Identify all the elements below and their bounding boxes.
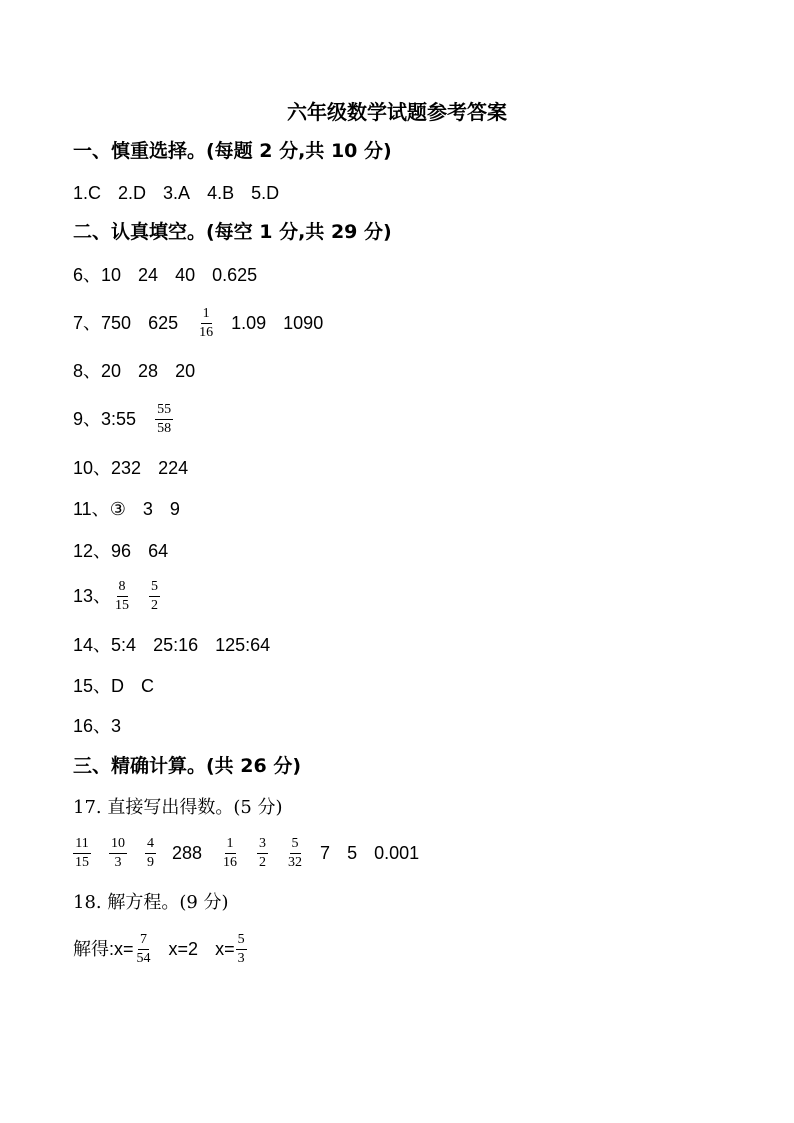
q12-answer: 64 xyxy=(148,541,169,561)
answer-1: 1.C xyxy=(73,183,102,203)
q7-answer: 750 xyxy=(101,313,132,333)
q17-answer: 5 xyxy=(347,843,358,863)
q15-answer: D xyxy=(111,676,125,696)
q17-fraction xyxy=(109,836,127,871)
denominator: 16 xyxy=(223,854,238,870)
q11-answer: 3 xyxy=(142,499,153,519)
answer-4: 4.B xyxy=(207,183,235,203)
denominator: 3 xyxy=(114,854,122,870)
q14-answer: 125:64 xyxy=(215,635,271,655)
q7-answer: 1.09 xyxy=(231,313,267,333)
numerator: 4 xyxy=(145,836,156,854)
q9-ratio: 3:55 xyxy=(101,409,137,429)
denominator: 9 xyxy=(147,854,154,870)
q18-solution-1 xyxy=(135,932,153,967)
q9-fraction xyxy=(155,402,173,437)
question-16-label: 16、 xyxy=(73,716,112,736)
question-11-label: 11、 xyxy=(73,499,110,519)
section-1-answers xyxy=(73,181,296,205)
question-12-label: 12、 xyxy=(73,541,112,561)
answer-2: 2.D xyxy=(118,183,147,203)
denominator: 54 xyxy=(136,950,151,966)
denominator: 2 xyxy=(151,597,159,613)
q17-fraction xyxy=(221,836,239,871)
denominator: 2 xyxy=(259,854,267,870)
question-12 xyxy=(73,539,185,563)
q6-answer: 0.625 xyxy=(212,265,258,285)
question-18-heading: 18. 解方程。(9 分) xyxy=(73,892,229,913)
q8-answer: 28 xyxy=(138,361,159,381)
question-6 xyxy=(73,263,274,287)
q17-fraction xyxy=(286,836,304,871)
q18-solution-2: x=2 xyxy=(168,939,199,959)
q11-answer: 9 xyxy=(169,499,180,519)
answer-5: 5.D xyxy=(251,183,280,203)
section-3-heading: 三、精确计算。(共 26 分) xyxy=(73,755,302,777)
question-17-answers xyxy=(73,834,436,872)
question-16 xyxy=(73,714,138,738)
q10-answer: 232 xyxy=(111,458,142,478)
question-13-label: 13、 xyxy=(73,586,112,606)
q17-fraction xyxy=(257,836,268,871)
question-9-label: 9、 xyxy=(73,409,102,429)
question-8-label: 8、 xyxy=(73,361,102,381)
q14-answer: 5:4 xyxy=(111,635,137,655)
numerator: 1 xyxy=(225,836,236,854)
q8-answer: 20 xyxy=(101,361,122,381)
q17-answer: 0.001 xyxy=(374,843,420,863)
numerator: 10 xyxy=(109,836,127,854)
numerator: 11 xyxy=(73,836,90,854)
q18-solution-3 xyxy=(236,932,247,967)
denominator: 15 xyxy=(75,854,89,870)
question-13 xyxy=(73,578,176,614)
question-7-label: 7、 xyxy=(73,313,102,333)
denominator: 32 xyxy=(288,854,303,870)
q11-answer: ③ xyxy=(109,499,126,519)
q18-x-label: x= xyxy=(114,939,134,959)
q18-prefix: 解得: xyxy=(73,939,115,959)
denominator: 16 xyxy=(199,324,214,340)
q15-answer: C xyxy=(141,676,155,696)
numerator: 5 xyxy=(149,579,160,597)
question-15 xyxy=(73,674,171,698)
question-15-label: 15、 xyxy=(73,676,112,696)
q17-answer: 288 xyxy=(172,843,203,863)
question-14 xyxy=(73,633,287,657)
q13-fraction xyxy=(113,579,131,614)
numerator: 8 xyxy=(117,579,128,597)
numerator: 3 xyxy=(257,836,268,854)
q6-answer: 10 xyxy=(101,265,122,285)
q7-answer: 1090 xyxy=(283,313,324,333)
denominator: 15 xyxy=(115,597,130,613)
question-6-label: 6、 xyxy=(73,265,102,285)
question-17-heading: 17. 直接写出得数。(5 分) xyxy=(73,797,283,818)
q17-fraction xyxy=(73,836,91,871)
page-title: 六年级数学试题参考答案 xyxy=(287,100,507,124)
q17-fraction xyxy=(145,836,156,871)
numerator: 1 xyxy=(201,306,212,324)
question-10-label: 10、 xyxy=(73,458,112,478)
numerator: 55 xyxy=(155,402,173,420)
q14-answer: 25:16 xyxy=(153,635,199,655)
question-18-answers xyxy=(73,930,263,968)
q10-answer: 224 xyxy=(158,458,189,478)
q7-answer: 625 xyxy=(148,313,179,333)
denominator: 3 xyxy=(237,950,245,966)
question-7 xyxy=(73,305,340,341)
numerator: 7 xyxy=(138,932,149,950)
question-11 xyxy=(73,497,197,521)
question-8 xyxy=(73,359,212,383)
q8-answer: 20 xyxy=(175,361,196,381)
q6-answer: 40 xyxy=(175,265,196,285)
question-9 xyxy=(73,401,189,437)
question-14-label: 14、 xyxy=(73,635,112,655)
q7-fraction xyxy=(197,306,215,341)
numerator: 5 xyxy=(236,932,247,950)
section-2-heading: 二、认真填空。(每空 1 分,共 29 分) xyxy=(73,221,392,243)
q13-fraction xyxy=(149,579,160,614)
question-10 xyxy=(73,456,205,480)
q17-answer: 7 xyxy=(320,843,331,863)
q12-answer: 96 xyxy=(111,541,132,561)
q6-answer: 24 xyxy=(138,265,159,285)
numerator: 5 xyxy=(290,836,301,854)
answer-3: 3.A xyxy=(163,183,191,203)
section-1-heading: 一、慎重选择。(每题 2 分,共 10 分) xyxy=(73,140,392,162)
denominator: 58 xyxy=(157,420,172,436)
q16-answer: 3 xyxy=(111,716,122,736)
q18-x-label: x= xyxy=(215,939,235,959)
